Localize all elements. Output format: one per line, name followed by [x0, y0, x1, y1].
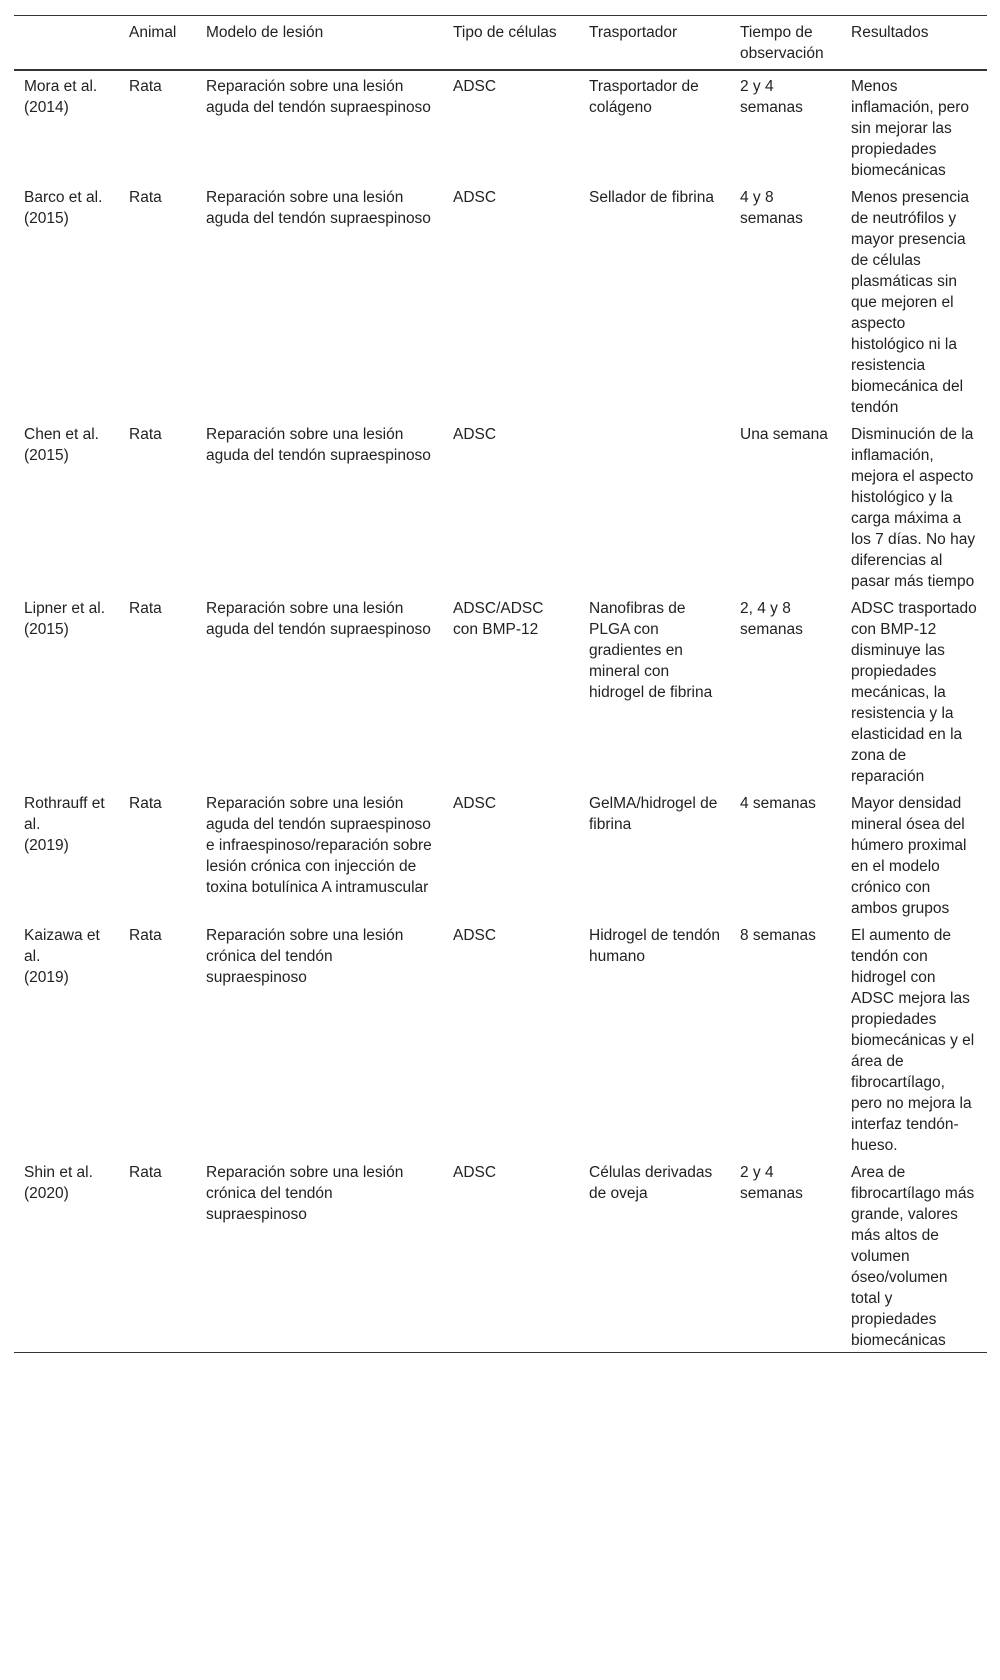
- table-row: [14, 182, 987, 419]
- cell-injury-model: Reparación sobre una lesión aguda del tendón supraespinoso: [206, 189, 431, 227]
- cell-animal: Rata: [129, 600, 162, 617]
- cell-observation-time: 8 semanas: [740, 927, 816, 944]
- cell-observation-time: Una semana: [740, 426, 828, 443]
- cell-injury-model: Reparación sobre una lesión aguda del tendón supraespinoso e infraespinoso/reparación sobre lesión crónica con injección de toxina botulínica A intramuscular: [206, 795, 432, 896]
- studies-table-container: [14, 15, 987, 1353]
- table-row: [14, 1157, 987, 1353]
- cell-cell-type: ADSC: [453, 1164, 497, 1181]
- cell-animal: Rata: [129, 426, 162, 443]
- header-observation-time: Tiempo de observación: [740, 24, 824, 62]
- cell-animal: Rata: [129, 78, 162, 95]
- cell-results: Menos inflamación, pero sin mejorar las propiedades biomecánicas: [851, 78, 970, 179]
- table-row: [14, 70, 987, 182]
- table-row: [14, 593, 987, 788]
- cell-carrier: Hidrogel de tendón humano: [589, 927, 720, 965]
- cell-injury-model: Reparación sobre una lesión aguda del tendón supraespinoso: [206, 426, 431, 464]
- table-row: [14, 920, 987, 1157]
- cell-cell-type: ADSC: [453, 189, 497, 206]
- cell-results: ADSC trasportado con BMP-12 disminuye las propiedades mecánicas, la resistencia y la elasticidad en la zona de reparación: [851, 600, 977, 785]
- cell-study: Kaizawa et al. (2019): [24, 927, 100, 986]
- cell-study: Mora et al. (2014): [24, 78, 98, 116]
- cell-injury-model: Reparación sobre una lesión crónica del tendón supraespinoso: [206, 1164, 404, 1223]
- cell-observation-time: 2, 4 y 8 semanas: [740, 600, 803, 638]
- table-header: [14, 16, 987, 71]
- cell-cell-type: ADSC: [453, 795, 497, 812]
- cell-study: Chen et al. (2015): [24, 426, 99, 464]
- header-injury-model: Modelo de lesión: [206, 24, 324, 41]
- cell-study: Lipner et al. (2015): [24, 600, 105, 638]
- cell-study: Barco et al. (2015): [24, 189, 103, 227]
- table-body: [14, 70, 987, 1353]
- cell-animal: Rata: [129, 189, 162, 206]
- cell-study: Shin et al. (2020): [24, 1164, 93, 1202]
- cell-carrier: Nanofibras de PLGA con gradientes en mineral con hidrogel de fibrina: [589, 600, 713, 701]
- cell-cell-type: ADSC/ADSC con BMP-12: [453, 600, 544, 638]
- cell-cell-type: ADSC: [453, 426, 497, 443]
- header-animal: Animal: [129, 24, 177, 41]
- cell-cell-type: ADSC: [453, 927, 497, 944]
- table-row: [14, 788, 987, 920]
- header-study: [14, 16, 119, 71]
- header-carrier: Trasportador: [589, 24, 678, 41]
- cell-carrier: GelMA/hidrogel de fibrina: [589, 795, 718, 833]
- cell-results: El aumento de tendón con hidrogel con ADSC mejora las propiedades biomecánicas y el área de fibrocartílago, pero no mejora la interfaz tendón-hueso.: [851, 927, 975, 1154]
- cell-injury-model: Reparación sobre una lesión aguda del tendón supraespinoso: [206, 78, 431, 116]
- cell-animal: Rata: [129, 795, 162, 812]
- cell-observation-time: 4 y 8 semanas: [740, 189, 803, 227]
- studies-table: [14, 15, 987, 1353]
- cell-results: Mayor densidad mineral ósea del húmero proximal en el modelo crónico con ambos grupos: [851, 795, 967, 917]
- cell-injury-model: Reparación sobre una lesión crónica del tendón supraespinoso: [206, 927, 404, 986]
- cell-animal: Rata: [129, 927, 162, 944]
- cell-observation-time: 2 y 4 semanas: [740, 1164, 803, 1202]
- cell-observation-time: 2 y 4 semanas: [740, 78, 803, 116]
- header-row: [14, 16, 987, 71]
- cell-carrier: Trasportador de colágeno: [589, 78, 699, 116]
- cell-observation-time: 4 semanas: [740, 795, 816, 812]
- cell-carrier: [579, 419, 730, 593]
- header-results: Resultados: [851, 24, 929, 41]
- table-row: [14, 419, 987, 593]
- header-cell-type: Tipo de células: [453, 24, 557, 41]
- cell-injury-model: Reparación sobre una lesión aguda del tendón supraespinoso: [206, 600, 431, 638]
- cell-carrier: Sellador de fibrina: [589, 189, 714, 206]
- cell-results: Area de fibrocartílago más grande, valores más altos de volumen óseo/volumen total y propiedades biomecánicas: [851, 1164, 975, 1349]
- cell-results: Menos presencia de neutrófilos y mayor presencia de células plasmáticas sin que mejoren el aspecto histológico ni la resistencia biomecánica del tendón: [851, 189, 970, 416]
- cell-results: Disminución de la inflamación, mejora el aspecto histológico y la carga máxima a los 7 días. No hay diferencias al pasar más tiempo: [851, 426, 976, 590]
- cell-carrier: Células derivadas de oveja: [589, 1164, 713, 1202]
- cell-animal: Rata: [129, 1164, 162, 1181]
- cell-study: Rothrauff et al. (2019): [24, 795, 105, 854]
- cell-cell-type: ADSC: [453, 78, 497, 95]
